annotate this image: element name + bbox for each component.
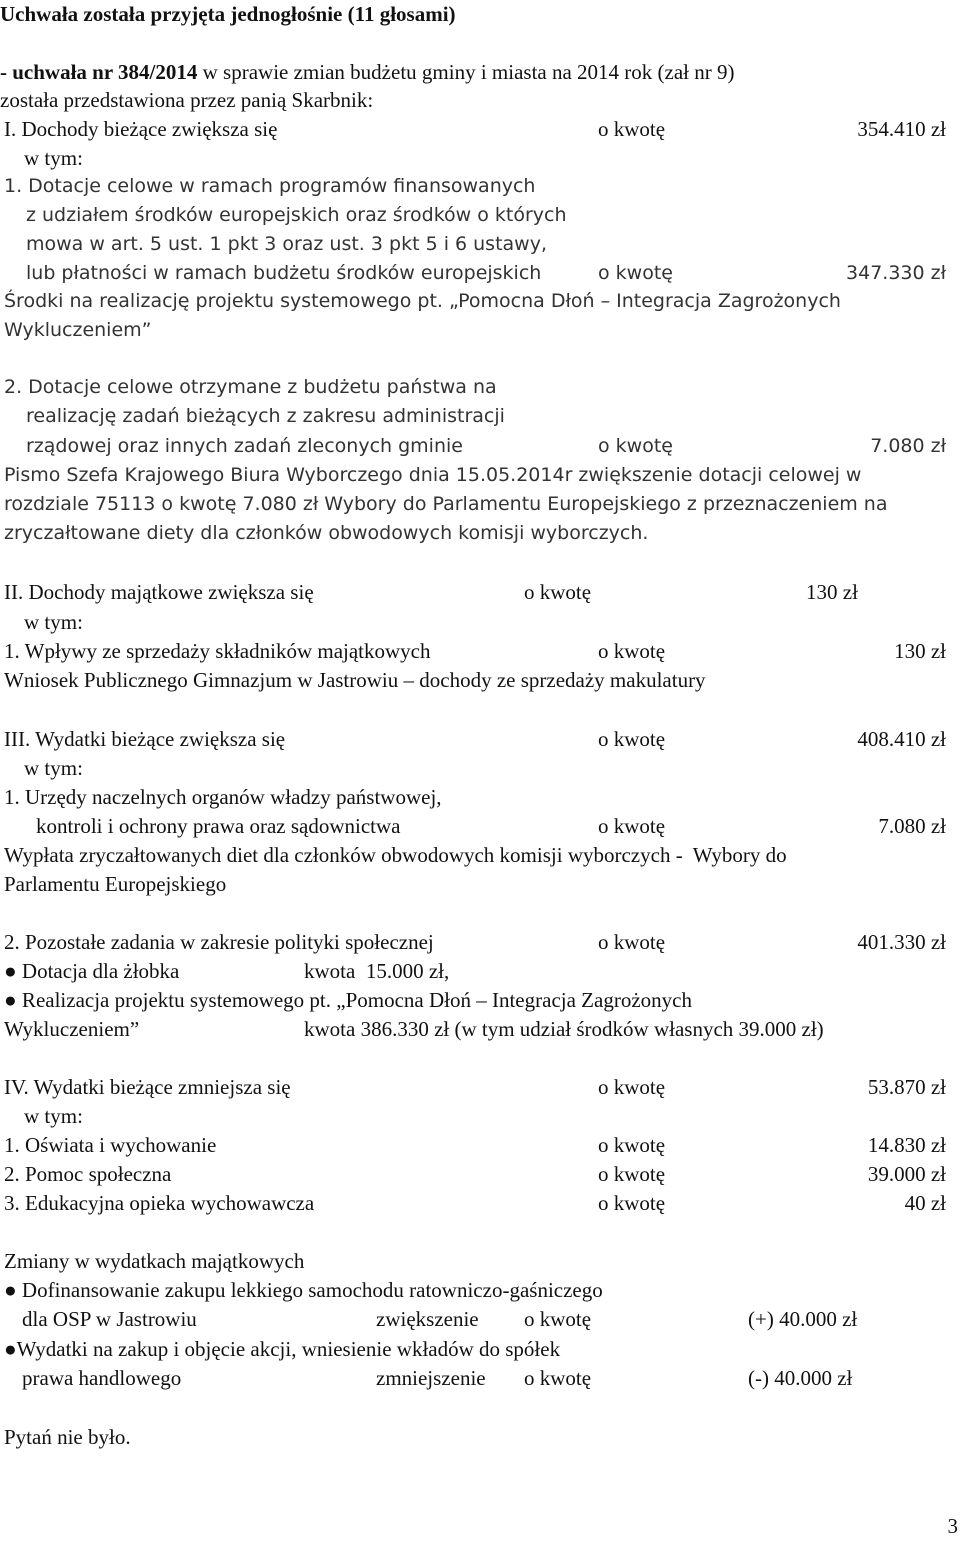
section2-amount: 130 zł (806, 580, 858, 604)
section3-bullet2-line1: ● Realizacja projektu systemowego pt. „Pomocna Dłoń – Integracja Zagrożonych (4, 988, 692, 1012)
section1-item1-note-line1: Środki na realizację projektu systemowego pt. „Pomocna Dłoń – Integracja Zagrożonych (4, 290, 841, 312)
investments-item2-line2 (0, 1368, 960, 1494)
investments-item2-amount: (-) 40.000 zł (748, 1366, 853, 1390)
page-number: 3 (947, 1514, 958, 1538)
section1-item1-line2: z udziałem środków europejskich oraz środków o których (26, 204, 567, 226)
section4-wtym: w tym: (24, 1104, 83, 1128)
section3-title: III. Wydatki bieżące zwiększa się (4, 727, 286, 751)
section2-item1-kw: o kwotę (598, 639, 666, 663)
resolution-subject: w sprawie zmian budżetu gminy i miasta na 2014 rok (zał nr 9) (197, 60, 735, 84)
vote-heading: Uchwała została przyjęta jednogłośnie (11 głosami) (0, 2, 456, 26)
section3-item2-text: 2. Pozostałe zadania w zakresie polityki społecznej (4, 930, 434, 954)
section3-item2-amount: 401.330 zł (857, 930, 946, 954)
section2-kw: o kwotę (524, 580, 592, 604)
section4-item-kw: o kwotę (598, 1191, 666, 1215)
section1-item1-note-line2: Wykluczeniem” (4, 319, 152, 341)
investments-item1-text: dla OSP w Jastrowiu (22, 1307, 197, 1331)
section1-wtym: w tym: (24, 146, 83, 170)
section2-item1-note: Wniosek Publicznego Gimnazjum w Jastrowiu – dochody ze sprzedaży makulatury (4, 668, 706, 692)
section3-item1-note-line2: Parlamentu Europejskiego (4, 872, 227, 896)
section3-kw: o kwotę (598, 727, 666, 751)
section1-item2-kw: o kwotę (598, 435, 673, 457)
section3-item2-kw: o kwotę (598, 930, 666, 954)
investments-item1-amount: (+) 40.000 zł (748, 1307, 858, 1331)
section1-item1-kw: o kwotę (598, 262, 673, 284)
section1-item2-note-line3: zryczałtowane diety dla członków obwodowych komisji wyborczych. (4, 522, 649, 544)
section1-item2-note-line1: Pismo Szefa Krajowego Biura Wyborczego dnia 15.05.2014r zwiększenie dotacji celowej w (4, 464, 862, 486)
section3-item1-note-line1: Wypłata zryczałtowanych diet dla członków obwodowych komisji wyborczych - Wybory do (4, 843, 787, 867)
section3-bullet2-value: kwota 386.330 zł (w tym udział środków własnych 39.000 zł) (304, 1017, 824, 1041)
resolution-line (0, 62, 735, 83)
section1-item1-amount: 347.330 zł (846, 262, 946, 284)
section3-bullet1-value: kwota 15.000 zł, (304, 959, 450, 983)
section1-item2-amount: 7.080 zł (870, 435, 946, 457)
investments-item1-change: zwiększenie (376, 1307, 479, 1331)
resolution-presented: została przedstawiona przez panią Skarbnik: (0, 88, 374, 112)
investments-item2-kw: o kwotę (524, 1366, 592, 1390)
section3-wtym: w tym: (24, 756, 83, 780)
section4-item-kw: o kwotę (598, 1133, 666, 1157)
section4-title: IV. Wydatki bieżące zmniejsza się (4, 1075, 291, 1099)
section3-item1-text: kontroli i ochrony prawa oraz sądownictwa (36, 814, 401, 838)
section1-item1-line1: 1. Dotacje celowe w ramach programów finansowanych (4, 175, 536, 197)
section1-item2-line2: realizację zadań bieżących z zakresu administracji (26, 405, 505, 427)
section1-amount: 354.410 zł (857, 117, 946, 141)
section3-item1-amount: 7.080 zł (878, 814, 946, 838)
section1-item1-line3: mowa w art. 5 ust. 1 pkt 3 oraz ust. 3 pkt 5 i 6 ustawy, (26, 233, 547, 255)
section3-amount: 408.410 zł (857, 727, 946, 751)
section4-item-label: 2. Pomoc społeczna (4, 1162, 172, 1186)
section1-item2-note-line2: rozdziale 75113 o kwotę 7.080 zł Wybory do Parlamentu Europejskiego z przeznaczeniem na (4, 493, 888, 515)
closing-note: Pytań nie było. (4, 1425, 131, 1449)
investments-item1-line1: ● Dofinansowanie zakupu lekkiego samochodu ratowniczo-gaśniczego (4, 1278, 603, 1302)
section1-kw: o kwotę (598, 117, 666, 141)
section2-item1-amount: 130 zł (894, 639, 946, 663)
resolution-number: - uchwała nr 384/2014 (0, 60, 198, 84)
section4-item-kw: o kwotę (598, 1162, 666, 1186)
section3-item1-line1: 1. Urzędy naczelnych organów władzy państwowej, (4, 785, 442, 809)
section4-kw: o kwotę (598, 1075, 666, 1099)
investments-item2-line1: ●Wydatki na zakup i objęcie akcji, wniesienie wkładów do spółek (4, 1337, 561, 1361)
section1-title: I. Dochody bieżące zwiększa się (4, 117, 278, 141)
section4-item-amount: 40 zł (904, 1191, 946, 1215)
investments-item2-text: prawa handlowego (22, 1366, 182, 1390)
section1-item2-line1: 2. Dotacje celowe otrzymane z budżetu państwa na (4, 376, 497, 398)
section4-item-label: 3. Edukacyjna opieka wychowawcza (4, 1191, 315, 1215)
section3-bullet1-label: ● Dotacja dla żłobka (4, 959, 180, 983)
investments-item1-kw: o kwotę (524, 1307, 592, 1331)
section3-bullet2-text: Wykluczeniem” (4, 1017, 140, 1041)
section4-item-label: 1. Oświata i wychowanie (4, 1133, 217, 1157)
section4-item-amount: 39.000 zł (867, 1162, 946, 1186)
section4-amount: 53.870 zł (867, 1075, 946, 1099)
section2-item1-text: 1. Wpływy ze sprzedaży składników majątkowych (4, 639, 431, 663)
investments-title: Zmiany w wydatkach majątkowych (4, 1249, 305, 1273)
investments-item2-change: zmniejszenie (376, 1366, 486, 1390)
section1-item2-text: rządowej oraz innych zadań zleconych gminie (26, 435, 463, 457)
section4-item-amount: 14.830 zł (867, 1133, 946, 1157)
section3-item1-kw: o kwotę (598, 814, 666, 838)
section1-item1-text: lub płatności w ramach budżetu środków europejskich (26, 262, 542, 284)
section2-wtym: w tym: (24, 610, 83, 634)
section2-title: II. Dochody majątkowe zwiększa się (4, 580, 314, 604)
section3-item1-line2 (0, 816, 960, 921)
